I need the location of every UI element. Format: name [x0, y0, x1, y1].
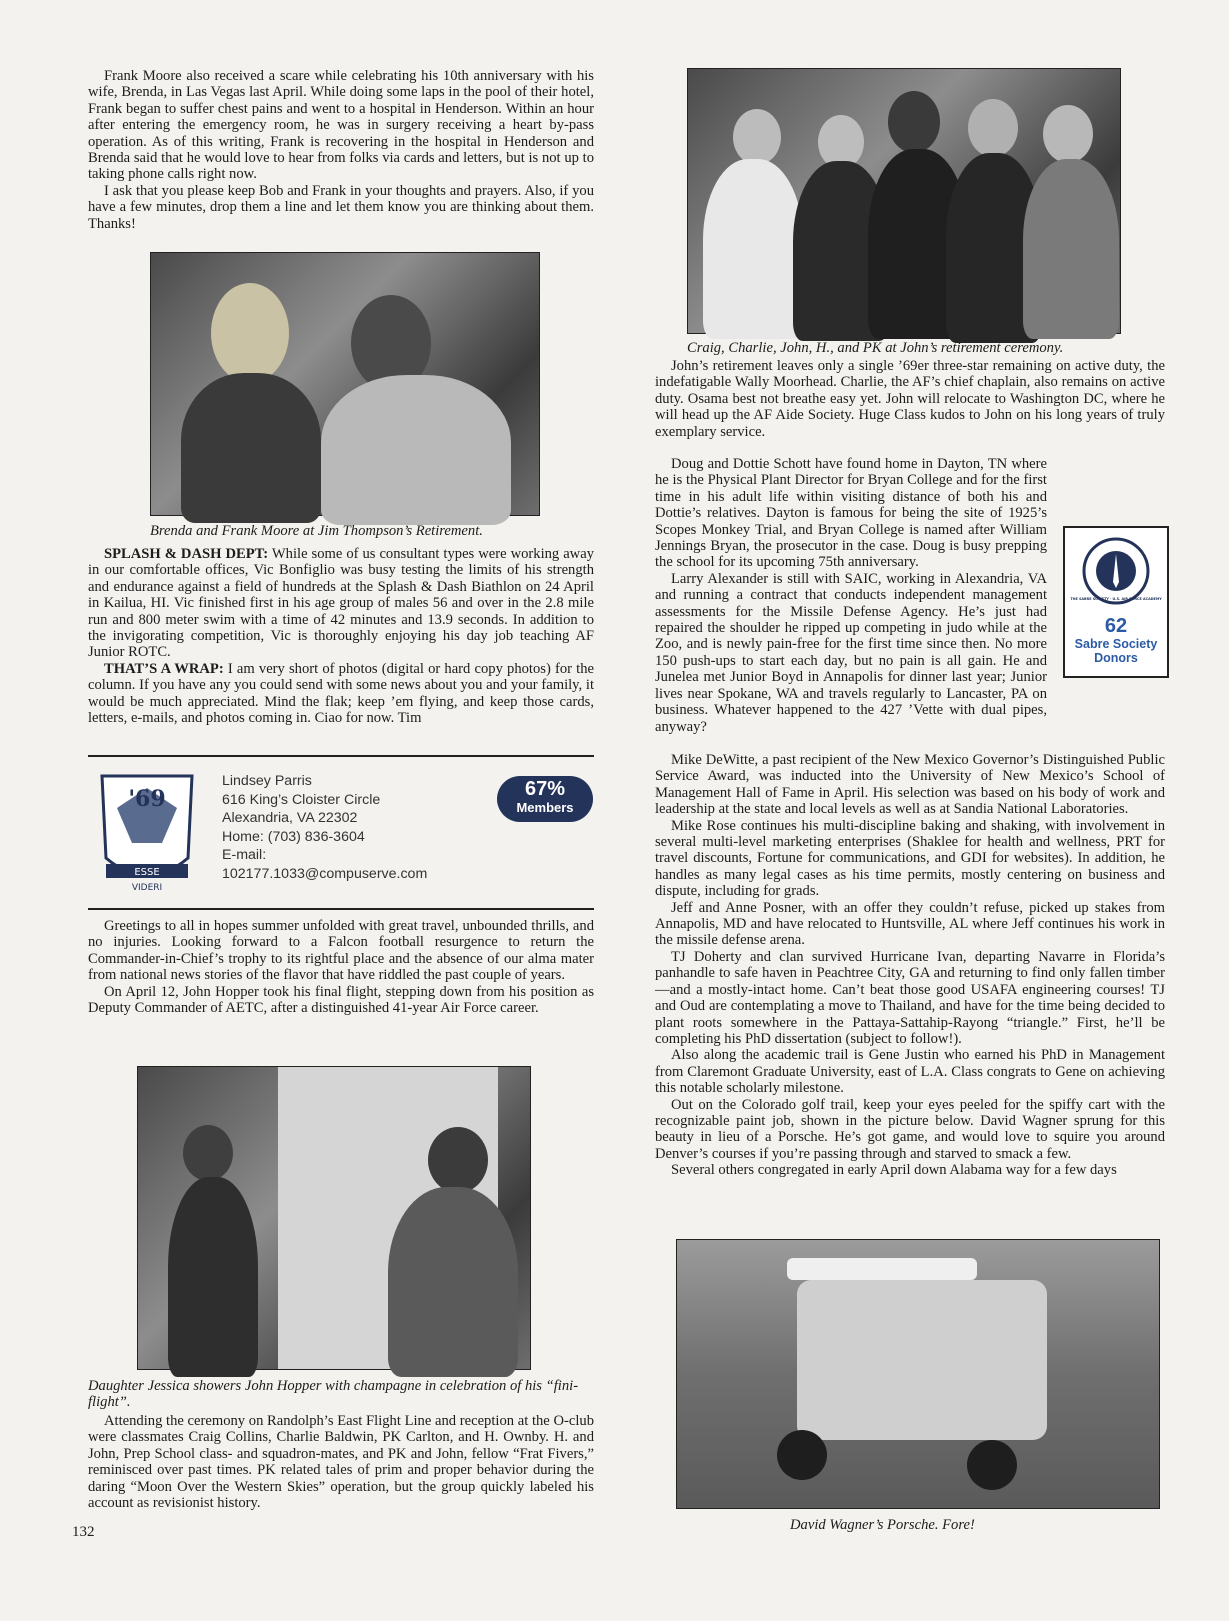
- paragraph: Frank Moore also received a scare while celebrating his 10th anniversary with his wife, Brenda, in Las Vegas last April. While doing some laps in the pool of their hotel, Frank began to suffer chest pains and went to a hospital in Henderson. Within an hour after entering the emergency room, he was in surgery receiving a heart by-pass operation. As of this writing, Frank is recovering in the hospital in Henderson and Brenda said that he would love to hear from folks via cards and letters, but is not up to taking phone calls right now.: [88, 68, 594, 183]
- members-percent: 67%: [524, 778, 566, 800]
- contact-address2: Alexandria, VA 22302: [222, 810, 358, 827]
- paragraph: I ask that you please keep Bob and Frank in your thoughts and prayers. Also, if you have a few minutes, drop them a line and let them know you are thinking about them. Thanks!: [88, 182, 594, 232]
- article-splash: [88, 546, 594, 726]
- cart-body: [797, 1280, 1047, 1440]
- sabre-society-box: [1063, 526, 1169, 678]
- person-head: [888, 91, 940, 153]
- article-right-bottom: [655, 752, 1165, 1179]
- caption-brenda: Brenda and Frank Moore at Jim Thompson’s Retirement.: [150, 523, 483, 539]
- sabre-label-1: Sabre Society: [1074, 637, 1158, 651]
- paragraph-text: I am very short of photos (digital or hard copy photos) for the column. If you have any you could send with some news about you and your family, it would be much appreciated. Mind the flak; keep ’em flying, and keep those cards, letters, e-mails, and photos coming in. Ciao for now. Tim: [88, 660, 594, 727]
- contact-name: Lindsey Parris: [222, 773, 312, 789]
- article-ceremony: [88, 1413, 594, 1511]
- cart-roof: [787, 1258, 977, 1280]
- person-body: [703, 159, 803, 339]
- sabre-donor-count: 62: [1104, 615, 1128, 637]
- person-head: [428, 1127, 488, 1193]
- contact-phone: Home: (703) 836-3604: [222, 828, 365, 845]
- paragraph: On April 12, John Hopper took his final flight, stepping down from his position as Deputy Commander of AETC, after a distinguished 41-year Air Force career.: [88, 983, 594, 1017]
- sabre-society-seal-icon: [1070, 536, 1162, 606]
- article-right-top: [655, 358, 1165, 440]
- article-schott-alexander: [655, 456, 1047, 735]
- paragraph: [88, 661, 594, 727]
- paragraph: Attending the ceremony on Randolph’s East Flight Line and reception at the O-club were classmates Craig Collins, Charlie Baldwin, PK Carlton, and H. Ownby. H. and John, Prep School class- and squadron-mates, and PK and John, fellow “Frat Fivers,” reminisced over past times. PK related tales of prim and proper behavior during the daring “Moon Over the Western Skies” operation, but the group quickly labeled his account as revisionist history.: [88, 1413, 594, 1512]
- photo-brenda-frank: [150, 252, 540, 516]
- paragraph: [88, 546, 594, 661]
- paragraph: Greetings to all in hopes summer unfolded with great travel, unbounded thrills, and no injuries. Looking forward to a Falcon football resurgence to return the Commander-in-Chief’s trophy to its rightful place and the absence of our alma mater from national news stories of the flavor that have riddled the past couple of years.: [88, 918, 594, 984]
- page-number: 132: [72, 1524, 95, 1540]
- members-badge: [497, 776, 593, 822]
- photo-jessica-hopper: [137, 1066, 531, 1370]
- heading: THAT’S A WRAP:: [104, 660, 224, 677]
- paragraph: Larry Alexander is still with SAIC, working in Alexandria, VA and running a contract that conducts independent management assessments for the Missile Defense Agency. He’s just had repaired the shoulder he ripped up competing in judo while at the Zoo, and is newly pain-free for the first time since then. No more 150 push-ups to start each day, but no pain is all gain. He and Junelea met Junior Boyd in Annapolis for dinner last year; Junior lives near Spokane, WA and travels regularly to Lancaster, PA on business. Whatever happened to the 427 ’Vette with dual pipes, anyway?: [655, 570, 1047, 735]
- paragraph: Out on the Colorado golf trail, keep your eyes peeled for the spiffy cart with the recognizable paint job, shown in the picture below. David Wagner sprung for this beauty in lieu of a Porsche. He’s got game, and would love to squire you around Denver’s courses if you’re passing through and starved to smack a few.: [655, 1096, 1165, 1162]
- heading: SPLASH & DASH DEPT:: [104, 546, 269, 562]
- svg-text:ESSE: ESSE: [134, 867, 160, 878]
- article-frank-moore: [88, 68, 594, 232]
- paragraph: Doug and Dottie Schott have found home in Dayton, TN where he is the Physical Plant Director for Bryan College and for the first time in his adult life within visiting distance of both his and Dottie’s relatives. Dayton is famous for being the site of 1925’s Scopes Monkey Trial, and Bryan College is named after William Jennings Bryan, the prosecutor in the case. Doug is busy prepping the school for its upcoming 75th anniversary.: [655, 456, 1047, 571]
- caption-jessica: Daughter Jessica showers John Hopper with champagne in celebration of his “fini-flight”.: [88, 1378, 579, 1411]
- paragraph: Mike DeWitte, a past recipient of the New Mexico Governor’s Distinguished Public Service Award, was inducted into the University of New Mexico’s School of Management Hall of Fame in April. His selection was based on his body of work and leadership at the state and local levels as well as at Sandia National Laboratories.: [655, 752, 1165, 818]
- contact-email: 102177.1033@compuserve.com: [222, 865, 428, 882]
- section-divider: [88, 755, 594, 757]
- person-body: [181, 373, 321, 523]
- class-crest-icon: [92, 768, 202, 898]
- person-body: [388, 1187, 518, 1377]
- class-contact: [222, 772, 427, 884]
- paragraph: Also along the academic trail is Gene Justin who earned his PhD in Management from Claremont Graduate University, east of L.A. Class congrats to Gene on achieving this notable scholarly milestone.: [655, 1047, 1165, 1097]
- paragraph: TJ Doherty and clan survived Hurricane Ivan, departing Navarre in Florida’s panhandle to safe haven in Peachtree City, GA and returning to find only fallen timber—and a mostly-intact home. Can’t beat those good USAFA engineering courses! TJ and Oud are contemplating a move to Thailand, and have for the time being decided to plant roots somewhere in the Pattaya-Sattahip-Rayong “triangle.” First, he’ll be completing his PhD dissertation (subject to follow!).: [655, 948, 1165, 1047]
- person-head: [211, 283, 289, 383]
- svg-text:'69: '69: [128, 786, 166, 812]
- article-hopper: [88, 918, 594, 1016]
- paragraph: Jeff and Anne Posner, with an offer they couldn’t refuse, picked up stakes from Annapolis, MD and have relocated to Huntsville, AL where Jeff continues his work in the missile defense arena.: [655, 899, 1165, 949]
- caption-craig: Craig, Charlie, John, H., and PK at John’s retirement ceremony.: [687, 340, 1064, 356]
- paragraph: Mike Rose continues his multi-discipline baking and shaking, with involvement in several multi-level marketing enterprises (Shaklee for health and wellness, PRT for travel discounts, Fortune for communications, and GDI for websites). In addition, he handles as many legal cases as his time permits, mostly centering on business and dispute, including for grads.: [655, 817, 1165, 900]
- members-label: Members: [516, 800, 574, 815]
- svg-text:VIDERI: VIDERI: [131, 883, 163, 893]
- paragraph-text: While some of us consultant types were working away in our comfortable offices, Vic Bonfiglio was busy testing the limits of his strength and endurance against a field of hundreds at the Splash & Dash Biathlon on 24 April in Kailua, HI. Vic finished first in his age group of males 56 and over in the 2.8 mile run and 800 meter swim with a time of 42 minutes and 13.9 seconds. In addition to the invigorating competition, Vic is thoroughly enjoying his day job teaching AF Junior ROTC.: [88, 546, 594, 661]
- caption-wagner: David Wagner’s Porsche. Fore!: [790, 1517, 975, 1533]
- cart-wheel: [777, 1430, 827, 1480]
- svg-text:THE SABRE SOCIETY · U.S. AIR F: THE SABRE SOCIETY · U.S. AIR FORCE ACADEMY: [1070, 597, 1162, 601]
- person-head: [733, 109, 781, 165]
- paragraph: John’s retirement leaves only a single ’69er three-star remaining on active duty, the indefatigable Wally Moorhead. Charlie, the AF’s chief chaplain, also remains on active duty. Osama best not breathe easy yet. John will relocate to Washington DC, where he will head up the AF Aide Society. Huge Class kudos to John on his long years of truly exemplary service.: [655, 358, 1165, 440]
- sabre-label-2: Donors: [1094, 651, 1138, 665]
- person-body: [168, 1177, 258, 1377]
- contact-address1: 616 King’s Cloister Circle: [222, 791, 381, 808]
- contact-email-label: E-mail:: [222, 847, 267, 864]
- person-head: [183, 1125, 233, 1181]
- section-divider: [88, 908, 594, 910]
- photo-golf-cart: [676, 1239, 1160, 1509]
- paragraph: Several others congregated in early April down Alabama way for a few days: [671, 1162, 1117, 1179]
- person-head: [1043, 105, 1093, 163]
- person-body: [1023, 159, 1119, 339]
- person-body: [321, 375, 511, 525]
- photo-retirement-group: [687, 68, 1121, 334]
- cart-wheel: [967, 1440, 1017, 1490]
- person-head: [968, 99, 1018, 157]
